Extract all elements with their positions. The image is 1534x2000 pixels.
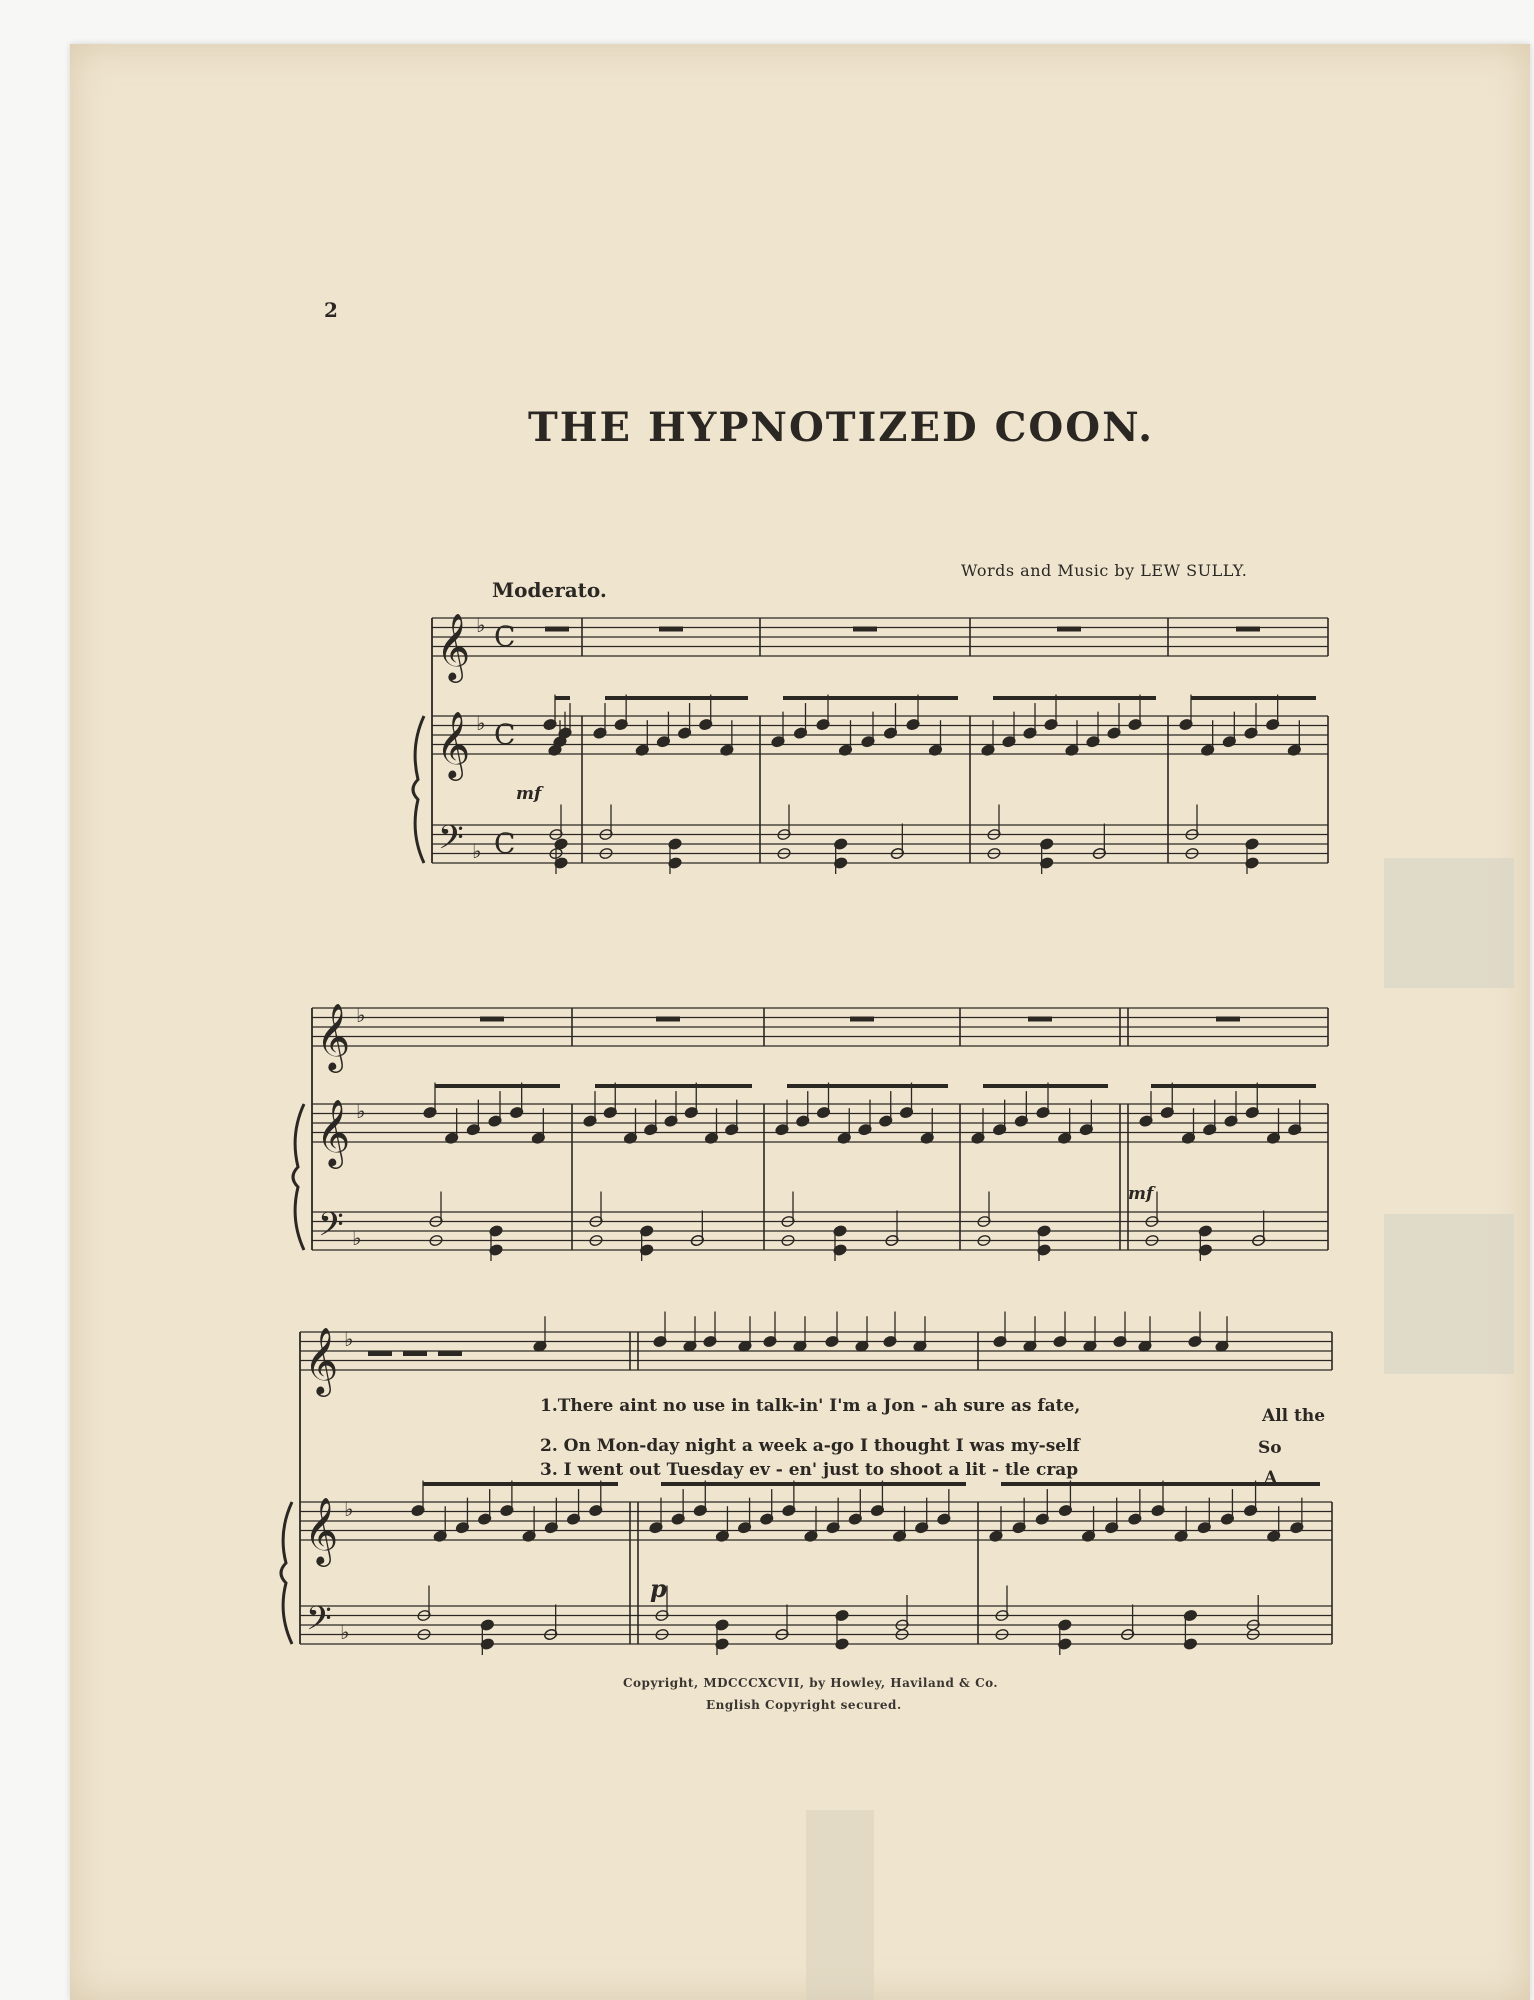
system-2-brace: [293, 1104, 304, 1250]
lyric-line-3-end: A: [1264, 1468, 1278, 1488]
system-1-time-signature: C: [494, 620, 516, 653]
system-1-whole-rest: [1057, 627, 1081, 632]
system-2-whole-rest: [1028, 1017, 1052, 1022]
lyric-line-2-end: So: [1258, 1438, 1282, 1458]
vocal-quarter-rest: [368, 1351, 392, 1356]
system-2-key-flat: ♭: [356, 1099, 366, 1123]
system-3-treble-clef: 𝄞: [304, 1326, 339, 1394]
system-3-treble-clef: 𝄞: [304, 1496, 339, 1564]
dynamic-p: p: [650, 1574, 667, 1603]
lyric-line-3: 3. I went out Tuesday ev - en' just to shoot a lit - tle crap: [540, 1460, 1079, 1480]
system-2-whole-rest: [850, 1017, 874, 1022]
system-3-bass-clef: 𝄢: [306, 1600, 332, 1646]
tempo-marking: Moderato.: [492, 578, 607, 602]
composer-credits: Words and Music by LEW SULLY.: [961, 561, 1248, 580]
lyric-line-2: 2. On Mon-day night a week a-go I thought I was my-self: [540, 1436, 1080, 1456]
system-1-key-flat: ♭: [476, 613, 486, 637]
system-1-bass-clef: 𝄢: [438, 819, 464, 865]
system-2-bass-clef: 𝄢: [318, 1206, 344, 1252]
page-number: 2: [324, 298, 338, 322]
tape-mark: [806, 1810, 874, 2000]
system-2-whole-rest: [1216, 1017, 1240, 1022]
system-1-whole-rest: [545, 627, 569, 632]
vocal-quarter-rest: [403, 1351, 427, 1356]
vocal-quarter-rest: [438, 1351, 462, 1356]
system-2-treble-clef: 𝄞: [316, 1098, 351, 1166]
tape-mark: [1384, 1214, 1514, 1374]
system-1-time-signature: C: [494, 718, 516, 751]
system-2-whole-rest: [480, 1017, 504, 1022]
system-1-treble-clef: 𝄞: [436, 612, 471, 680]
dynamic-mf-1: mf: [516, 784, 542, 804]
system-2-whole-rest: [656, 1017, 680, 1022]
system-1-treble-clef: 𝄞: [436, 710, 471, 778]
system-3-key-flat: ♭: [340, 1620, 350, 1644]
system-3-key-flat: ♭: [344, 1327, 354, 1351]
song-title: THE HYPNOTIZED COON.: [528, 404, 1155, 451]
system-1-brace: [413, 716, 424, 863]
dynamic-mf-2: mf: [1128, 1184, 1154, 1204]
lyric-line-1-end: All the: [1262, 1406, 1326, 1426]
english-copyright: English Copyright secured.: [706, 1698, 902, 1712]
copyright-notice: Copyright, MDCCCXCVII, by Howley, Haviland & Co.: [623, 1676, 999, 1690]
lyric-line-1: 1.There aint no use in talk-in' I'm a Jon - ah sure as fate,: [540, 1396, 1081, 1416]
system-1-whole-rest: [853, 627, 877, 632]
system-2-treble-clef: 𝄞: [316, 1002, 351, 1070]
system-3-key-flat: ♭: [344, 1497, 354, 1521]
system-1-time-signature: C: [494, 827, 516, 860]
system-2-key-flat: ♭: [352, 1226, 362, 1250]
system-1-key-flat: ♭: [472, 839, 482, 863]
system-1-whole-rest: [659, 627, 683, 632]
system-1-whole-rest: [1236, 627, 1260, 632]
tape-mark: [1384, 858, 1514, 988]
system-2-key-flat: ♭: [356, 1003, 366, 1027]
system-3-brace: [281, 1502, 292, 1644]
system-1-key-flat: ♭: [476, 711, 486, 735]
